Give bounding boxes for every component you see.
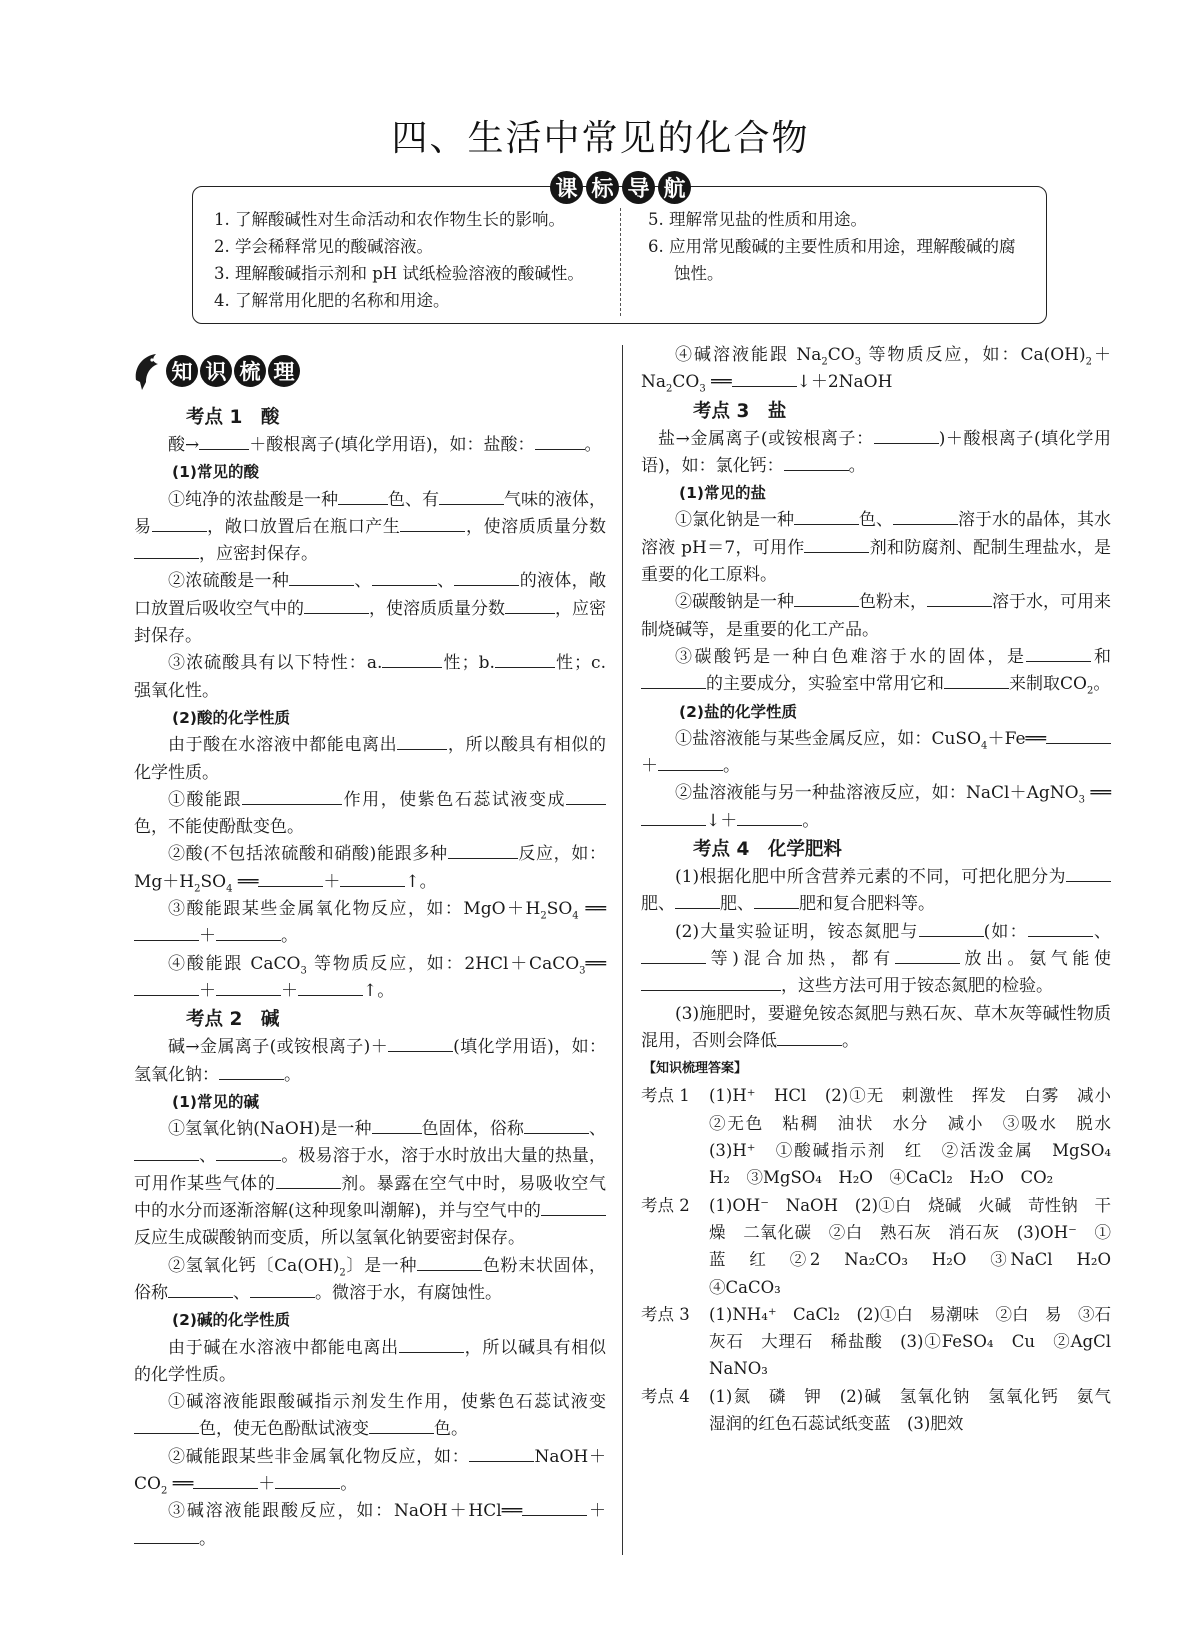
subheading: (1)常见的盐 xyxy=(679,484,766,503)
text-paragraph: ①盐溶液能与某些金属反应，如：CuSO$_4$＋Fe══＋ 。 xyxy=(641,726,1111,781)
goals-right-column xyxy=(648,206,1043,287)
answer-value: (1)氮 磷 钾 (2)碱 氢氧化钠 氢氧化钙 氨气 湿润的红色石蕊试纸变蓝 (3)肥效 xyxy=(709,1386,1128,1433)
text-paragraph: ③浓硫酸具有以下特性：a. 性；b. 性；c.强氧化性。 xyxy=(134,650,606,705)
subheading: (2)碱的化学性质 xyxy=(172,1311,290,1330)
answers-heading: 【知识梳理答案】 xyxy=(643,1061,748,1077)
goal-item: 1. 了解酸碱性对生命活动和农作物生长的影响。 xyxy=(214,210,565,229)
curriculum-goals-badge xyxy=(548,168,693,206)
text-paragraph: (2)大量实验证明，铵态氮肥与 (如： 、等)混合加热，都有 放出。氨气能使，这些方法可用于铵态氮肥的检验。 xyxy=(641,919,1111,1001)
answer-key: 考点 3 xyxy=(641,1304,690,1324)
answer-value: (1)H⁺ HCl (2)①无 刺激性 挥发 白雾 减小 ②无色 粘稠 油状 水分 减小 ③吸水 脱水 (3)H⁺ ①酸碱指示剂 红 ②活泼金属 MgSO₄ H₂ ③MgSO₄ H₂O ④CaCl₂ H₂O CO₂ xyxy=(709,1086,1128,1188)
section-heading-char: 知 xyxy=(166,355,198,387)
text-paragraph: ②酸(不包括浓硫酸和硝酸)能跟多种 反应，如：$Mg+H_2SO_4$ ══ ＋ ↑。 xyxy=(134,841,606,896)
text-paragraph: 碱→金属离子(或铵根离子)＋ (填化学用语)，如：氢氧化钠： 。 xyxy=(134,1034,606,1089)
badge-char: 航 xyxy=(658,171,691,204)
text-paragraph: ②氢氧化钙〔$Ca(OH)_2$〕是一种 色粉末状固体，俗称 、 。微溶于水，有腐蚀性。 xyxy=(134,1253,606,1308)
text-paragraph: ③酸能跟某些金属氧化物反应，如：$MgO+H_2SO_4$ ══＋ 。 xyxy=(134,896,606,951)
text-paragraph: ③碳酸钙是一种白色难溶于水的固体，是 和的主要成分，实验室中常用它和 来制取$CO_2$。 xyxy=(641,644,1111,699)
text-paragraph: ①氢氧化钠(NaOH)是一种 色固体，俗称 、、 。极易溶于水，溶于水时放出大量的热量，可用作某些气体的 剂。暴露在空气中时，易吸收空气中的水分而逐渐溶解(这种现象叫潮解)，并与空气中的反应生成碳酸钠而变质，所以氢氧化钠要密封保存。 xyxy=(134,1116,606,1252)
goals-left-column xyxy=(214,206,614,314)
goal-item: 4. 了解常用化肥的名称和用途。 xyxy=(214,291,450,310)
answer-row xyxy=(641,1301,1128,1383)
section-heading xyxy=(132,350,302,392)
text-paragraph: ①碱溶液能跟酸碱指示剂发生作用，使紫色石蕊试液变色，使无色酚酞试液变 色。 xyxy=(134,1389,606,1444)
text-paragraph: 酸→ ＋酸根离子(填化学用语)，如：盐酸： 。 xyxy=(134,432,606,459)
answer-row xyxy=(641,1082,1128,1191)
subheading: (2)酸的化学性质 xyxy=(172,708,290,727)
topic-heading: 考点 1 酸 xyxy=(186,407,280,428)
answer-row xyxy=(641,1192,1128,1301)
badge-char: 课 xyxy=(550,171,583,204)
text-paragraph: 盐→金属离子(或铵根离子： )＋酸根离子(填化学用语)，如：氯化钙： 。 xyxy=(641,426,1111,481)
text-paragraph: ①氯化钠是一种 色、 溶于水的晶体，其水溶液 pH＝7，可用作 剂和防腐剂、配制生理盐水，是重要的化工原料。 xyxy=(641,507,1111,589)
section-heading-char: 理 xyxy=(268,355,300,387)
answer-row xyxy=(641,1383,1128,1438)
answer-key: 考点 4 xyxy=(641,1386,690,1406)
text-paragraph: (1)根据化肥中所含营养元素的不同，可把化肥分为肥、 肥、 肥和复合肥料等。 xyxy=(641,864,1111,919)
section-heading-char: 梳 xyxy=(234,355,266,387)
text-paragraph: (3)施肥时，要避免铵态氮肥与熟石灰、草木灰等碱性物质混用，否则会降低 。 xyxy=(641,1003,1111,1051)
answer-key: 考点 2 xyxy=(641,1195,690,1215)
section-heading-char: 识 xyxy=(200,355,232,387)
text-paragraph: ①纯净的浓盐酸是一种 色、有 气味的液体，易 ，敞口放置后在瓶口产生 ，使溶质质量分数，应密封保存。 xyxy=(134,487,606,569)
text-paragraph: ②碱能跟某些非金属氧化物反应，如： $NaOH+CO_2$ ══ ＋ 。 xyxy=(134,1444,606,1499)
text-paragraph: ③碱溶液能跟酸反应，如：NaOH＋HCl══ ＋。 xyxy=(134,1498,606,1553)
text-paragraph: ②碳酸钠是一种 色粉末， 溶于水，可用来制烧碱等，是重要的化工产品。 xyxy=(641,589,1111,644)
topic-heading: 考点 3 盐 xyxy=(693,400,787,422)
subheading: (1)常见的碱 xyxy=(172,1092,259,1111)
dolphin-icon xyxy=(132,350,166,392)
right-column xyxy=(641,342,1128,1437)
topic-heading: 考点 2 碱 xyxy=(186,1009,280,1031)
subheading: (2)盐的化学性质 xyxy=(679,702,797,721)
text-paragraph: ①酸能跟 作用，使紫色石蕊试液变成色，不能使酚酞变色。 xyxy=(134,787,606,842)
topic-heading: 考点 4 化学肥料 xyxy=(693,839,842,861)
column-divider xyxy=(622,345,623,1555)
goal-item: 5. 理解常见盐的性质和用途。 xyxy=(648,210,867,229)
text-paragraph: 由于碱在水溶液中都能电离出 ，所以碱具有相似的化学性质。 xyxy=(134,1335,606,1390)
goals-divider xyxy=(620,208,621,316)
text-paragraph: ②盐溶液能与另一种盐溶液反应，如：NaCl＋AgNO$_3$ ══↓＋ 。 xyxy=(641,780,1111,835)
answer-value: (1)NH₄⁺ CaCl₂ (2)①白 易潮味 ②白 易 ③石灰石 大理石 稀盐酸 (3)①FeSO₄ Cu ②AgCl NaNO₃ xyxy=(709,1304,1128,1379)
badge-char: 标 xyxy=(586,171,619,204)
goal-item: 蚀性。 xyxy=(674,264,724,283)
subheading: (1)常见的酸 xyxy=(172,463,259,482)
page-title: 四、生活中常见的化合物 xyxy=(391,118,810,159)
left-column xyxy=(134,403,606,1553)
badge-char: 导 xyxy=(622,171,655,204)
answer-value: (1)OH⁻ NaOH (2)①白 烧碱 火碱 苛性钠 干燥 二氧化碳 ②白 熟石灰 消石灰 (3)OH⁻ ①蓝 红 ②2 Na₂CO₃ H₂O ③NaCl H₂O ④CaCO₃ xyxy=(709,1195,1128,1297)
goal-item: 3. 理解酸碱指示剂和 pH 试纸检验溶液的酸碱性。 xyxy=(214,264,584,283)
text-paragraph: ④酸能跟 CaCO$_3$ 等物质反应，如：2HCl＋CaCO$_3$══＋ ＋ ↑。 xyxy=(134,951,606,1006)
text-paragraph: ④碱溶液能跟 $Na_2CO_3$ 等物质反应，如：$Ca(OH)_2+Na_2CO_3$ ══ ↓＋2NaOH xyxy=(641,345,1112,395)
text-paragraph: ②浓硫酸是一种 、 、 的液体，敞口放置后吸收空气中的 ，使溶质质量分数 ，应密封保存。 xyxy=(134,568,606,650)
goal-item: 6. 应用常见酸碱的主要性质和用途，理解酸碱的腐 xyxy=(648,237,1016,256)
answer-key: 考点 1 xyxy=(641,1086,690,1106)
text-paragraph: 由于酸在水溶液中都能电离出 ，所以酸具有相似的化学性质。 xyxy=(134,732,606,787)
goal-item: 2. 学会稀释常见的酸碱溶液。 xyxy=(214,237,433,256)
